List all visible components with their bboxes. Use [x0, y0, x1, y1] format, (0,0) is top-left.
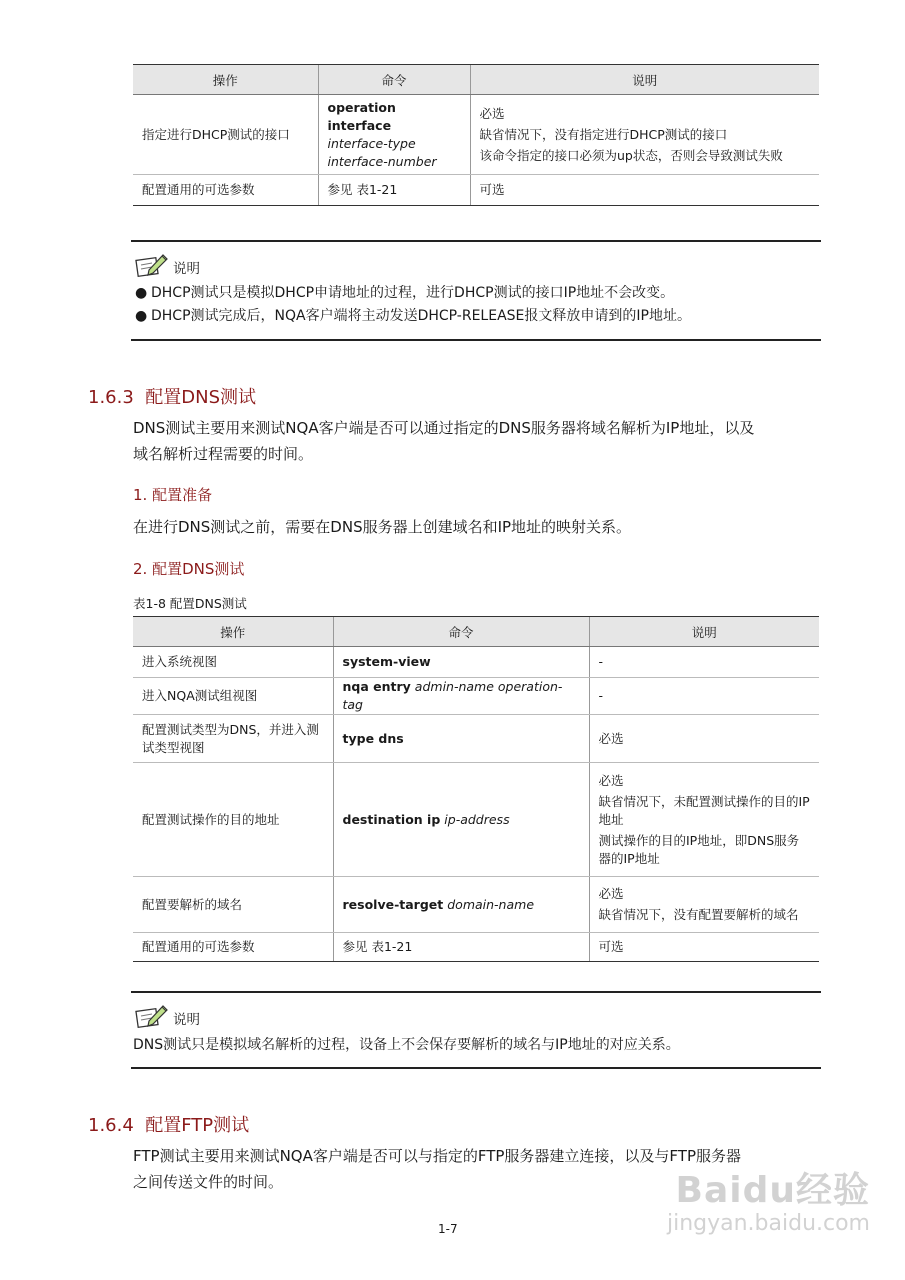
table-row	[133, 763, 819, 877]
note-title: 说明	[173, 261, 200, 277]
table-row	[133, 877, 819, 933]
desc-cell: 必选 缺省情况下，未配置测试操作的目的IP地址 测试操作的目的IP地址，即DNS服务器的IP地址	[589, 763, 819, 877]
note-pencil-icon	[135, 1003, 169, 1029]
baidu-watermark: Baidu经验 jingyan.baidu.com	[666, 1170, 870, 1236]
list-item: ● DHCP测试只是模拟DHCP申请地址的过程，进行DHCP测试的接口IP地址不会改变。	[135, 285, 675, 301]
note-title: 说明	[173, 1012, 200, 1028]
op-cell: 指定进行DHCP测试的接口	[133, 95, 318, 175]
note-box	[131, 991, 821, 1069]
command-table-dhcp	[133, 64, 819, 206]
op-cell: 进入NQA测试组视图	[133, 678, 333, 715]
op-cell: 配置测试类型为DNS，并进入测试类型视图	[133, 715, 333, 763]
cmd-cell: type dns	[333, 715, 589, 763]
note-pencil-icon	[135, 252, 169, 278]
desc-cell: -	[589, 678, 819, 715]
subheading-prepare: 1. 配置准备	[133, 486, 213, 504]
table-row	[133, 175, 819, 206]
op-cell: 配置通用的可选参数	[133, 933, 333, 962]
op-cell: 配置通用的可选参数	[133, 175, 318, 206]
cmd-cell: system-view	[333, 647, 589, 678]
cmd-cell: 参见 表1-21	[318, 175, 470, 206]
desc-cell: 必选 缺省情况下，没有配置要解析的域名	[589, 877, 819, 933]
command-table-dns	[133, 616, 819, 962]
table-row	[133, 647, 819, 678]
desc-cell: 可选	[589, 933, 819, 962]
col-header-cmd: 命令	[333, 617, 589, 647]
cmd-cell: 参见 表1-21	[333, 933, 589, 962]
cmd-cell: nqa entry admin-name operation-tag	[333, 678, 589, 715]
cmd-cell: destination ip ip-address	[333, 763, 589, 877]
note-text: DNS测试只是模拟域名解析的过程，设备上不会保存要解析的域名与IP地址的对应关系。	[133, 1037, 680, 1053]
col-header-op: 操作	[133, 65, 318, 95]
table-row	[133, 678, 819, 715]
page-number: 1-7	[438, 1222, 458, 1236]
col-header-desc: 说明	[589, 617, 819, 647]
cmd-cell: resolve-target domain-name	[333, 877, 589, 933]
cmd-cell: operation interface interface-type interface-number	[318, 95, 470, 175]
section-heading-ftp: 1.6.4 配置FTP测试	[88, 1115, 250, 1136]
desc-cell: -	[589, 647, 819, 678]
col-header-cmd: 命令	[318, 65, 470, 95]
section-intro: FTP测试主要用来测试NQA客户端是否可以与指定的FTP服务器建立连接，以及与FTP服务器 之间传送文件的时间。	[133, 1147, 742, 1191]
prepare-text: 在进行DNS测试之前，需要在DNS服务器上创建域名和IP地址的映射关系。	[133, 518, 632, 536]
desc-cell: 可选	[470, 175, 819, 206]
desc-cell: 必选	[589, 715, 819, 763]
list-item: ● DHCP测试完成后，NQA客户端将主动发送DHCP-RELEASE报文释放申请到的IP地址。	[135, 308, 691, 324]
table-row	[133, 715, 819, 763]
op-cell: 进入系统视图	[133, 647, 333, 678]
section-heading-dns: 1.6.3 配置DNS测试	[88, 387, 257, 408]
table-caption: 表1-8 配置DNS测试	[133, 596, 247, 611]
op-cell: 配置要解析的域名	[133, 877, 333, 933]
desc-cell: 必选 缺省情况下，没有指定进行DHCP测试的接口 该命令指定的接口必须为up状态，否则会导致测试失败	[470, 95, 819, 175]
subheading-config: 2. 配置DNS测试	[133, 560, 245, 578]
col-header-desc: 说明	[470, 65, 819, 95]
op-cell: 配置测试操作的目的地址	[133, 763, 333, 877]
section-intro: DNS测试主要用来测试NQA客户端是否可以通过指定的DNS服务器将域名解析为IP地址，以及 域名解析过程需要的时间。	[133, 419, 755, 463]
note-box	[131, 240, 821, 341]
table-row	[133, 933, 819, 962]
col-header-op: 操作	[133, 617, 333, 647]
table-row	[133, 95, 819, 175]
